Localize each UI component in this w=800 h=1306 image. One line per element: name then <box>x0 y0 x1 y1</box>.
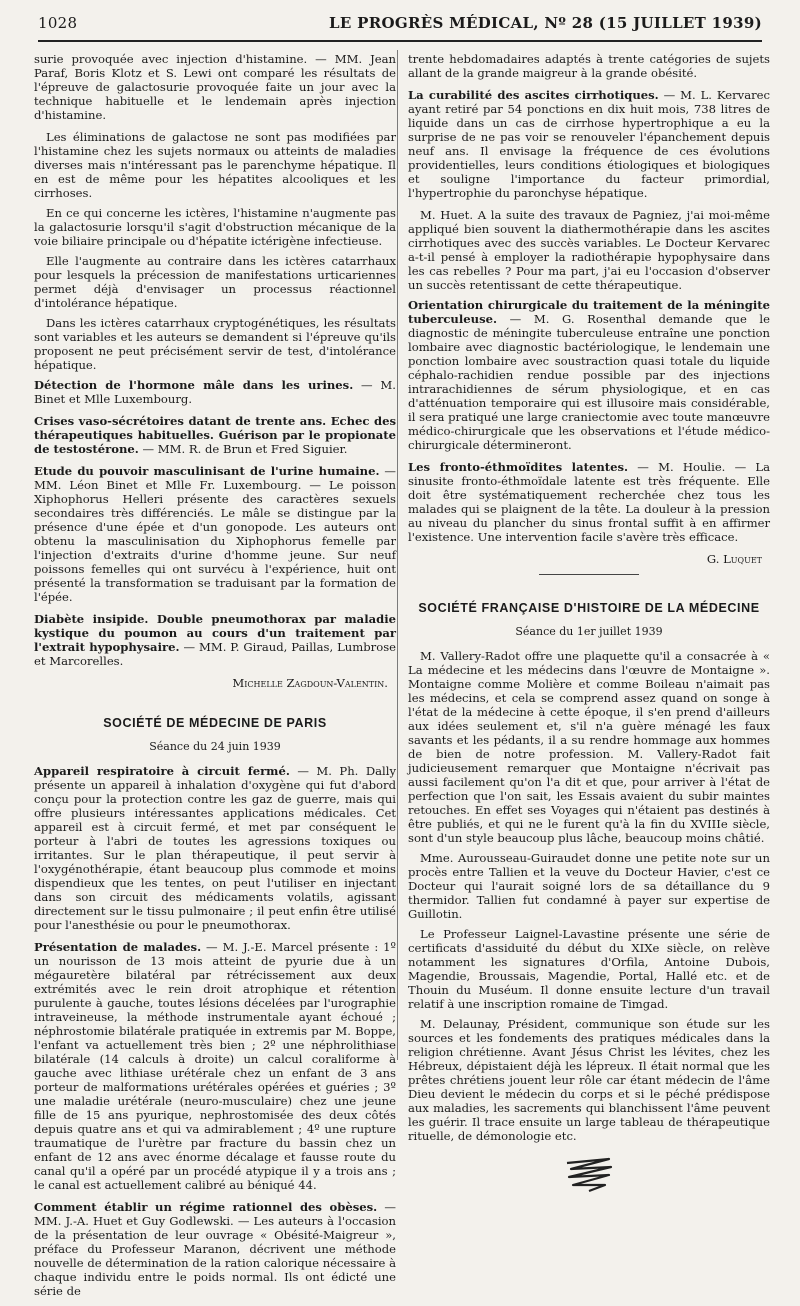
article <box>34 612 396 668</box>
article-body: — M. Binet et Mlle Luxembourg. <box>34 378 396 406</box>
article <box>34 464 396 604</box>
section-heading: SOCIÉTÉ FRANÇAISE D'HISTOIRE DE LA MÉDECINE <box>418 601 760 615</box>
article-title: La curabilité des ascites cirrhotiques. <box>408 88 659 102</box>
signature: Michelle Zagdoun-Valentin. <box>232 676 388 690</box>
paragraph: M. Delaunay, Président, communique son étude sur les sources et les fondements des pratiques médicales dans la religion chrétienne. Avant Jésus Christ les lévites, chez les Hébreux, dépistaient déjà les lépreux. Il était normal que les prêtes chrétiens jouent leur rôle car étant médecin de l'âme Dieu devient le médecin du corps et si le péché prédispose aux maladies, les sacrements qui blanchissent l'âme peuvent les guérir. Il trace ensuite un large tableau de thérapeutique rituelle, de démonologie etc. <box>408 1017 770 1143</box>
article-body: — M. J.-E. Marcel présente : 1º un nourisson de 13 mois atteint de pyurie due à un mégauretère bilatéral par rétrécissement aux deux extrémités avec le rein droit atrophique et rétention purulente à gauche, toutes lésions décelées par l'urographie intraveineuse, la méthode instrumentale ayant échoué ; néphrostomie bilatérale pratiquée in extremis par M. Boppe, l'enfant va actuellement très bien ; 2º une néphrolithiase bilatérale (14 calculs à droite) un calcul coraliforme à gauche avec lithiase urétérale chez un enfant de 3 ans porteur de malformations urétérales opérées et guéries ; 3º une maladie urétérale (neuro-musculaire) chez une jeune fille de 15 ans pyurique, nephrostomisée des deux côtés depuis quatre ans et qui va admirablement ; 4º une rupture traumatique de l'urètre par fracture du bassin chez un enfant de 12 ans avec énorme décalage et fausse route du canal qu'il a opéré par un procédé atypique il y a trois ans ; le canal est actuellement calibré au béniqué 44. <box>34 940 396 1192</box>
article <box>34 940 396 1192</box>
right-column <box>408 52 770 1195</box>
article <box>408 88 770 200</box>
paragraph: M. Vallery-Radot offre une plaquette qu'il a consacrée à « La médecine et les médecins dans l'œuvre de Montaigne ». Montaigne comme Molière et comme Boileau n'aimait pas les médecins, et cela se comprend assez quand on songe à l'état de la médecine à cette époque, il s'en prend d'ailleurs aux idées seulement et, s'il n'a guère ménagé les faux savants et les pédants, il a su rendre hommage aux hommes de bien de notre profession. M. Vallery-Radot fait judicieusement remarquer que Montaigne n'écrivait pas aussi facilement qu'on l'a dit et que, pour arriver à l'état de perfection que l'on sait, les Essais avaient du subir maintes retouches. En effet ses Voyages qui n'étaient pas destinés à être publiés, et qui ne le furent qu'à la fin du XVIIIe siècle, sont d'un style beaucoup plus lâche, beaucoup moins châtié. <box>408 649 770 845</box>
session-date: Séance du 24 juin 1939 <box>149 740 281 753</box>
column-divider <box>397 50 398 1060</box>
article-body: — M. L. Kervarec ayant retiré par 54 ponctions en dix huit mois, 738 litres de liquide dans un cas de cirrhose hypertrophique a eu la surprise de ne pas voir se renouveler l'épanchement depuis neuf ans. Il envisage la fréquence de ces évolutions providentielles, leurs conditions étiologiques et biologiques et souligne l'importance du facteur primordial, l'hypertrophie du paronchyse hépatique. <box>408 88 771 200</box>
signature: G. Luquet <box>706 552 762 566</box>
article <box>34 378 396 406</box>
article <box>34 1200 396 1298</box>
article-title: Etude du pouvoir masculinisant de l'urine humaine. <box>34 464 380 478</box>
paragraph: Le Professeur Laignel-Lavastine présente une série de certificats d'assiduité du début du XIXe siècle, on relève notamment les signatures d'Orfila, Antoine Dubois, Magendie, Broussais, Magendie, Portal, Hallé etc. et de Thouin du Muséum. Il donne ensuite lecture d'un travail relatif à une inscription romaine de Timgad. <box>408 927 770 1011</box>
session-date: Séance du 1er juillet 1939 <box>515 625 663 638</box>
article-title: Détection de l'hormone mâle dans les urines. <box>34 378 354 392</box>
article-title: Les fronto-éthmoïdites latentes. <box>408 460 629 474</box>
paragraph: trente hebdomadaires adaptés à trente catégories de sujets allant de la grande maigreur à la grande obésité. <box>408 52 770 80</box>
article-title: Présentation de malades. <box>34 940 202 954</box>
paragraph: En ce qui concerne les ictères, l'histamine n'augmente pas la galactosurie lorsqu'il s'agit d'obstruction mécanique de la voie biliaire principale ou d'hépatite ictérigène infectieuse. <box>34 206 396 248</box>
paragraph: Dans les ictères catarrhaux cryptogénétiques, les résultats sont variables et les auteurs se demandent si l'épreuve qu'ils proposent ne peut précisément servir de test, d'intolérance hépatique. <box>34 316 396 372</box>
paragraph: Mme. Aurousseau-Guiraudet donne une petite note sur un procès entre Tallien et la veuve du Docteur Havier, c'est ce Docteur qui l'aurait soigné lors de sa détaillance du 9 thermidor. Tallien fut condamné à payer sur expertise de Guillotin. <box>408 851 770 921</box>
article-title: Orientation chirurgicale du traitement de la méningite tuberculeuse. <box>408 298 770 326</box>
article <box>34 414 396 456</box>
paragraph: Elle l'augmente au contraire dans les ictères catarrhaux pour lesquels la précession de manifestations urticariennes permet déjà d'envisager un processus réactionnel d'intolérance hépatique. <box>34 254 396 310</box>
article-body: — M. G. Rosenthal demande que le diagnostic de méningite tuberculeuse entraîne une ponction lombaire avec diagnostic bactériologique, le lendemain une ponction lombaire avec soustraction quasi totale du liquide céphalo-rachidien rendue possible par des injections intrarachidiennes de sérum physiologique, et en cas d'atténuation temporaire qui est illusoire mais considérable, il sera pratiqué une large craniectomie avec toute manœuvre médico-chirurgicale que les observations et l'étude médico-chirurgicale détermineront. <box>408 312 770 452</box>
page-header <box>38 14 762 42</box>
article-title: Diabète insipide. Double pneumothorax par maladie kystique du poumon au cours d'un traitement par l'extrait hypophysaire. <box>34 612 396 654</box>
article <box>408 460 770 544</box>
article-title: Crises vaso-sécrétoires datant de trente ans. Echec des thérapeutiques habituelles. Guérison par le propionate de testostérone. <box>34 414 396 456</box>
article-body: — M. Ph. Dally présente un appareil à inhalation d'oxygène qui fut d'abord conçu pour la protection contre les gaz de guerre, mais qui offre plusieurs intéressantes applications médicales. Cet appareil est à circuit fermé, et met par conséquent le porteur à l'abri de toutes les agressions toxiques ou irritantes. Sur le plan thérapeutique, il peut servir à l'oxygénothérapie, étant beaucoup plus commode et moins dispendieux que les tentes, on peut l'utiliser en injectant dans son circuit des médicaments volatils, agissant directement sur le tissu pulmonaire ; il peut enfin être utilisé pour l'anesthésie ou pour le pneumothorax. <box>34 764 397 932</box>
journal-title: LE PROGRÈS MÉDICAL, Nº 28 (15 JUILLET 1939) <box>329 14 762 32</box>
article-body: — MM. J.-A. Huet et Guy Godlewski. — Les auteurs à l'occasion de la présentation de leur ouvrage « Obésité-Maigreur », préface du Professeur Maranon, décrivent une méthode nouvelle de détermination de la ration calorique nécessaire à chaque individu entre le poids normal. Ils ont édicté une série de <box>34 1200 397 1298</box>
article <box>34 764 396 932</box>
left-column <box>34 52 396 1306</box>
article-title: Appareil respiratoire à circuit fermé. <box>34 764 290 778</box>
article-title: Comment établir un régime rationnel des obèses. <box>34 1200 378 1214</box>
article-body: — MM. P. Giraud, Paillas, Lumbrose et Marcorelles. <box>34 640 397 668</box>
page-number: 1028 <box>38 14 78 32</box>
paragraph: Les éliminations de galactose ne sont pas modifiées par l'histamine chez les sujets normaux ou atteints de maladies diverses mais n'intéressant pas le parenchyme hépatique. Il en est de même pour les hépatites alcooliques et les cirrhoses. <box>34 130 396 200</box>
paragraph: surie provoquée avec injection d'histamine. — MM. Jean Paraf, Boris Klotz et S. Lewi ont comparé les résultats de l'épreuve de galactosurie provoquée faite un jour avec la technique habituelle et le lendemain après injection d'histamine. <box>34 52 396 122</box>
article-body: — MM. Léon Binet et Mlle Fr. Luxembourg. — Le poisson Xiphophorus Helleri présente des caractères sexuels secondaires très différenciés. Le mâle se distingue par la présence d'une épée et d'un gonopode. Les auteurs ont obtenu la masculinisation du Xiphophorus femelle par l'injection d'extraits d'urine d'homme jeune. Sur neuf poissons femelles qui ont survécu à l'expérience, huit ont présenté la transformation se traduisant par la formation de l'épée. <box>34 464 396 604</box>
end-ornament-icon <box>559 1155 619 1195</box>
article-body: — M. Houlie. — La sinusite fronto-éthmoïdale latente est très fréquente. Elle doit être systématiquement recherchée chez tous les malades qui se plaignent de la tête. La douleur à la pression au niveau du plancher du sinus frontal suffit à en affirmer l'existence. Une intervention facile s'avère très efficace. <box>408 460 770 544</box>
paragraph: M. Huet. A la suite des travaux de Pagniez, j'ai moi-même appliqué bien souvent la diathermothérapie dans les ascites cirrhotiques avec des succès variables. Le Docteur Kervarec a-t-il pensé à employer la radiothérapie hypophysaire dans les cas rebelles ? Pour ma part, j'ai eu l'occasion d'observer un succès retentissant de cette thérapeutique. <box>408 208 770 292</box>
article <box>408 298 770 452</box>
separator-rule <box>539 574 639 575</box>
article-body: — MM. R. de Brun et Fred Siguier. <box>142 442 348 456</box>
section-heading: SOCIÉTÉ DE MÉDECINE DE PARIS <box>103 716 327 730</box>
